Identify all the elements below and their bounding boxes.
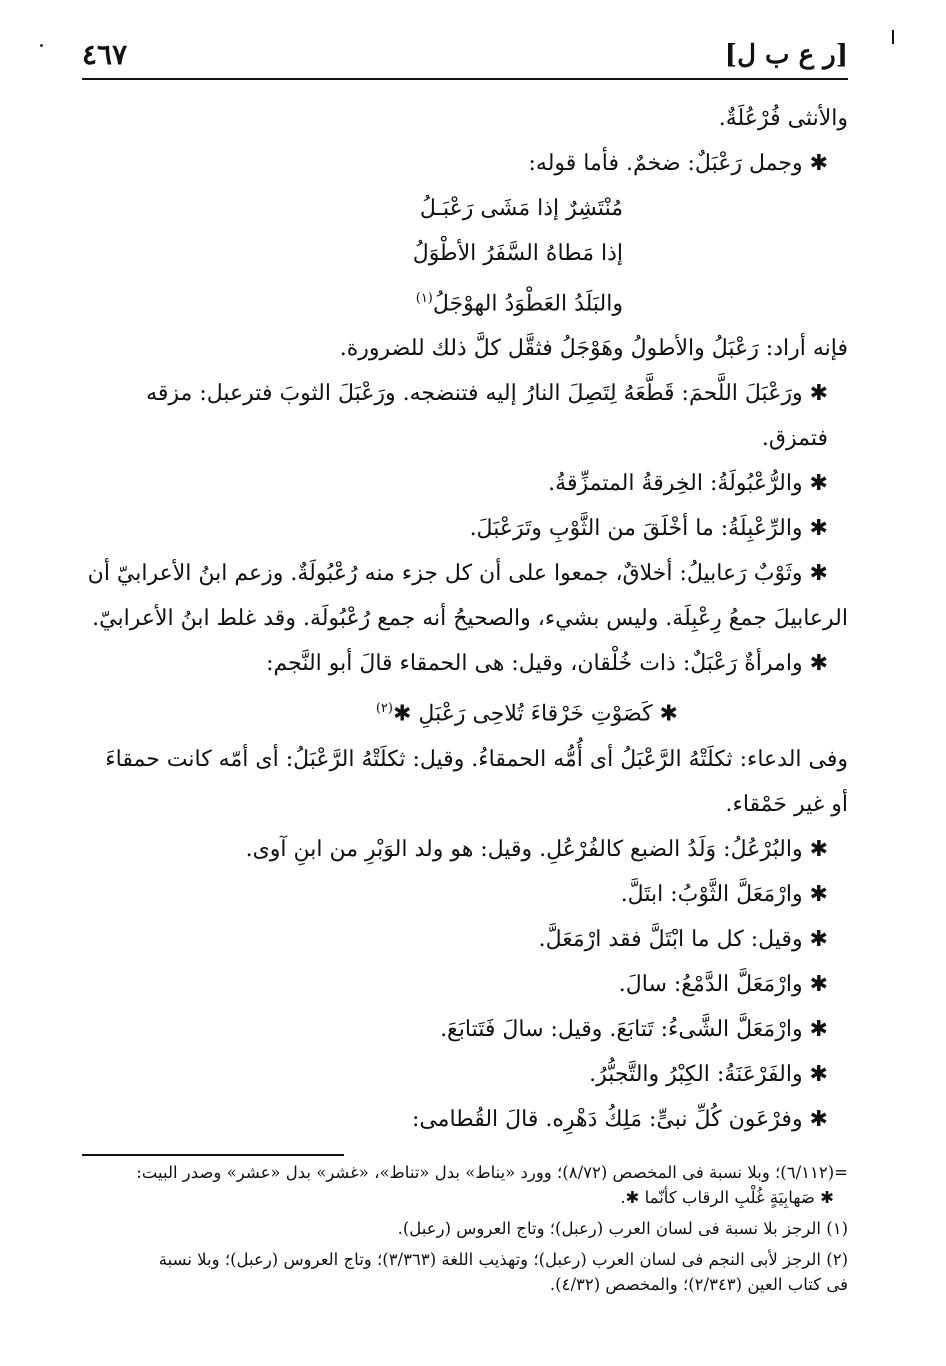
footnotes: [82, 1160, 848, 1297]
text-line-hamqa: أو غير حَمْقاء.: [725, 791, 848, 817]
dictionary-body: [82, 96, 848, 1142]
root-heading: [ر ع ب ل]: [724, 40, 848, 70]
entry-farana: ✱ والفَرْعَنَةُ: الكِبْرُ والتَّجبُّرُ.: [589, 1061, 828, 1087]
footnote-continuation: =(٦/١١٢)؛ وبلا نسبة فى المخصص (٨/٧٢)؛ وورد «يناط» بدل «تناط»، «غشر» بدل «عشر» وصدر البيت:: [136, 1163, 848, 1182]
text-line-raabil-plural: الرعابيلَ جمعُ رِعْبِلَة. وليس بشيء، والصحيحُ أنه جمع رُعْبُولَة. وقد غلط ابنُ الأعرابيّ.: [92, 606, 848, 632]
poem-abu-najm: [82, 686, 848, 736]
entry-irmaall-shay: ✱ وارْمَعَلَّ الشَّىءُ: تَتابَعَ. وقيل: سالَ فَتَتابَعَ.: [440, 1016, 828, 1042]
scan-speck: [40, 44, 43, 47]
footnote-ref-2: (٢): [375, 701, 393, 717]
footnote-divider: [82, 1154, 344, 1156]
page-header: [82, 38, 848, 80]
entry-firawn: ✱ وفرْعَون كُلِّ نبىٍّ: مَلِكُ دَهْرِه. قالَ القُطامى:: [411, 1106, 828, 1132]
text-line-dua: وفى الدعاء: ثكلَتْهُ الرَّعْبَلُ أى أُمُّه الحمقاءُ. وقيل: ثكلَتْهُ الرَّعْبَلُ: أى أمّه كانت حمقاءَ: [105, 746, 848, 772]
page-number: ٤٦٧: [82, 38, 128, 71]
entry-burul: ✱ والبُرْعُلُ: وَلَدُ الضبع كالفُرْعُلِ. وقيل: هو ولد الوَبْرِ من ابنِ آوى.: [245, 836, 828, 862]
entry-ribila: ✱ والرِّعْبِلَةُ: ما أخْلَقَ من الثَّوْبِ وتَرَعْبَلَ.: [469, 516, 828, 542]
footnote-2: (٢) الرجز لأبى النجم فى لسان العرب (رعبل)؛ وتهذيب اللغة (٣/٣٦٣)؛ وتاج العروس (رعبل)؛ وبلا نسبة: [158, 1250, 848, 1269]
entry-jamal-rabal: ✱ وجمل رَعْبَلٌ: ضخمٌ. فأما قوله:: [528, 151, 828, 176]
entry-imraa-rabal: ✱ وامرأةٌ رَعْبَلٌ: ذات خُلْقان، وقيل: هى الحمقاء قالَ أبو النَّجم:: [266, 651, 828, 677]
text-line-feminine: والأنثى فُرْعُلَةٌ.: [718, 106, 848, 131]
footnote-ref-1: (١): [415, 291, 433, 306]
entry-irmaall-qil: ✱ وقيل: كل ما ابْتَلَّ فقد ارْمَعَلَّ.: [538, 926, 828, 952]
poem-verse-2: إذا مَطاهُ السَّفَرُ الأطْوَلُ: [412, 241, 623, 266]
footnote-2-cont: فى كتاب العين (٢/٣٤٣)؛ والمخصص (٤/٣٢).: [549, 1275, 848, 1294]
poem-verse-3-text: والبَلَدُ العَطْوَدُ الهوْجَلُ: [432, 291, 623, 317]
text-line-darura: فإنه أراد: رَعْبَلُ والأطولُ وهَوْجَلُ فثقَّل كلَّ ذلك للضرورة.: [339, 336, 848, 362]
entry-irmaall-dam: ✱ وارْمَعَلَّ الدَّمْعُ: سالَ.: [618, 971, 828, 997]
entry-irmaall-thawb: ✱ وارْمَعَلَّ الثَّوْبُ: ابتَلَّ.: [620, 881, 828, 907]
poem-abu-najm-text: ✱ كَصَوْتِ خَرْقاءَ تُلاحِى رَعْبَلِ ✱: [392, 701, 678, 727]
entry-rubula: ✱ والرُّعْبُولَةُ: الخِرقةُ المتمزِّقةُ.: [548, 471, 828, 497]
page-corner-mark: [892, 30, 894, 44]
poem-verse-3: [82, 276, 848, 326]
footnote-1: (١) الرجز بلا نسبة فى لسان العرب (رعبل)؛ وتاج العروس (رعبل).: [397, 1219, 848, 1238]
entry-rabal-lahm: ✱ ورَعْبَلَ اللَّحمَ: قَطَّعَهُ لِتَصِلَ النارُ إليه فتنضجه. ورَعْبَلَ الثوبَ فترعبل: مزقه فتمزق.: [146, 381, 828, 452]
footnote-continuation-verse: ✱ صَهابِيَةٍ غُلْبِ الرقاب كأنّما ✱.: [620, 1188, 834, 1207]
poem-verse-1: مُنْتَشِرٌ إذا مَشَى رَعْبَـلُ: [419, 196, 623, 221]
entry-thawb-raabil: ✱ وثَوْبٌ رَعابيلُ: أخلاقٌ، جمعوا على أن كل جزء منه رُعْبُولَةٌ. وزعم ابنُ الأعرابيّ أن: [87, 561, 828, 587]
